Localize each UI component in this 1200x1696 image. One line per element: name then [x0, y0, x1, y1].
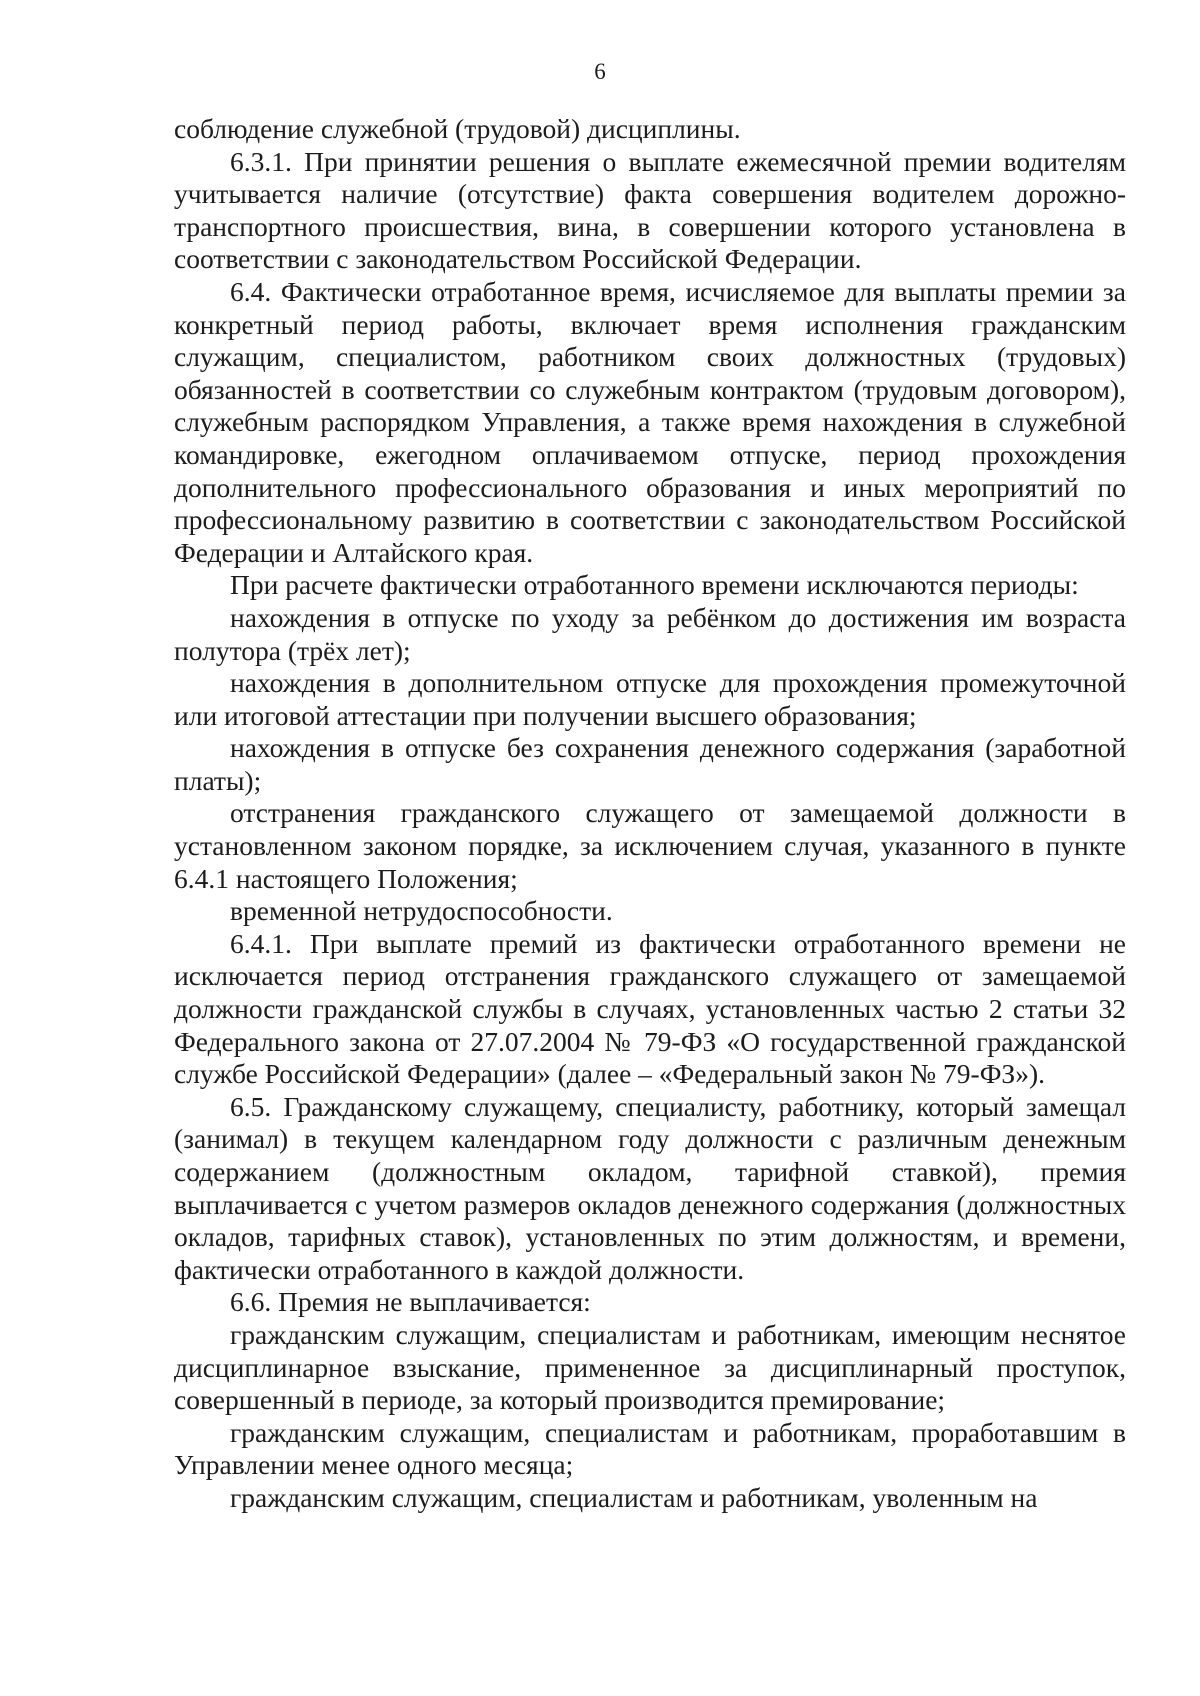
paragraph-exclusions-intro: При расчете фактически отработанного времени исключаются периоды: — [230, 569, 1079, 601]
paragraph-6-4: 6.4. Фактически отработанное время, исчисляемое для выплаты премии за конкретный период работы, включает время исполнения гражданским служащим, специалистом, работником своих должностных (трудовых) обязанностей в соответствии со служебным контрактом (трудовым договором), служебным распорядком Управления, а также время нахождения в служебной командировке, ежегодном оплачиваемом отпуске, период прохождения дополнительного профессионального образования и иных мероприятий по профессиональному развитию в соответствии с законодательством Российской Федерации и Алтайского края. — [174, 275, 1126, 568]
paragraph-6-5: 6.5. Гражданскому служащему, специалисту, работнику, который замещал (занимал) в текущем календарном году должности с различным денежным содержанием (должностным окладом, тарифной ставкой), премия выплачивается с учетом размеров окладов денежного содержания (должностных окладов, тарифных ставок), установленных по этим должностям, и времени, фактически отработанного в каждой должности. — [174, 1090, 1126, 1285]
list-item-disciplinary: гражданским служащим, специалистам и работникам, имеющим неснятое дисциплинарное взыскание, примененное за дисциплинарный проступок, совершенный в периоде, за который производится премирование; — [174, 1318, 1126, 1416]
paragraph-continuation: соблюдение служебной (трудовой) дисциплины. — [174, 113, 741, 144]
paragraph-6-4-1: 6.4.1. При выплате премий из фактически отработанного времени не исключается период отстранения гражданского служащего от замещаемой должности гражданской службы в случаях, установленных частью 2 статьи 32 Федерального закона от 27.07.2004 № 79-ФЗ «О государственной гражданской службе Российской Федерации» (далее – «Федеральный закон № 79-ФЗ»). — [174, 927, 1126, 1090]
list-item-dismissed: гражданским служащим, специалистам и работникам, уволенным на — [230, 1481, 1038, 1513]
list-item-unpaid-leave: нахождения в отпуске без сохранения денежного содержания (заработной платы); — [174, 732, 1126, 796]
list-item-less-than-month: гражданским служащим, специалистам и работникам, проработавшим в Управлении менее одного месяца; — [174, 1416, 1126, 1481]
paragraph-6-6: 6.6. Премия не выплачивается: — [230, 1286, 591, 1318]
page-number: 6 — [594, 59, 606, 84]
document-body — [174, 113, 1126, 1515]
list-item-study-leave: нахождения в дополнительном отпуске для прохождения промежуточной или итоговой аттестации при получении высшего образования; — [174, 667, 1126, 731]
list-item-childcare-leave: нахождения в отпуске по уходу за ребёнком до достижения им возраста полутора (трёх лет); — [174, 601, 1126, 666]
paragraph-6-3-1: 6.3.1. При принятии решения о выплате ежемесячной премии водителям учитывается наличие (отсутствие) факта совершения водителем дорожно-транспортного происшествия, вина, в совершении которого установлена в соответствии с законодательством Российской Федерации. — [174, 145, 1126, 275]
list-item-suspension: отстранения гражданского служащего от замещаемой должности в установленном законом порядке, за исключением случая, указанного в пункте 6.4.1 настоящего Положения; — [174, 797, 1126, 894]
list-item-disability: временной нетрудоспособности. — [230, 895, 613, 927]
